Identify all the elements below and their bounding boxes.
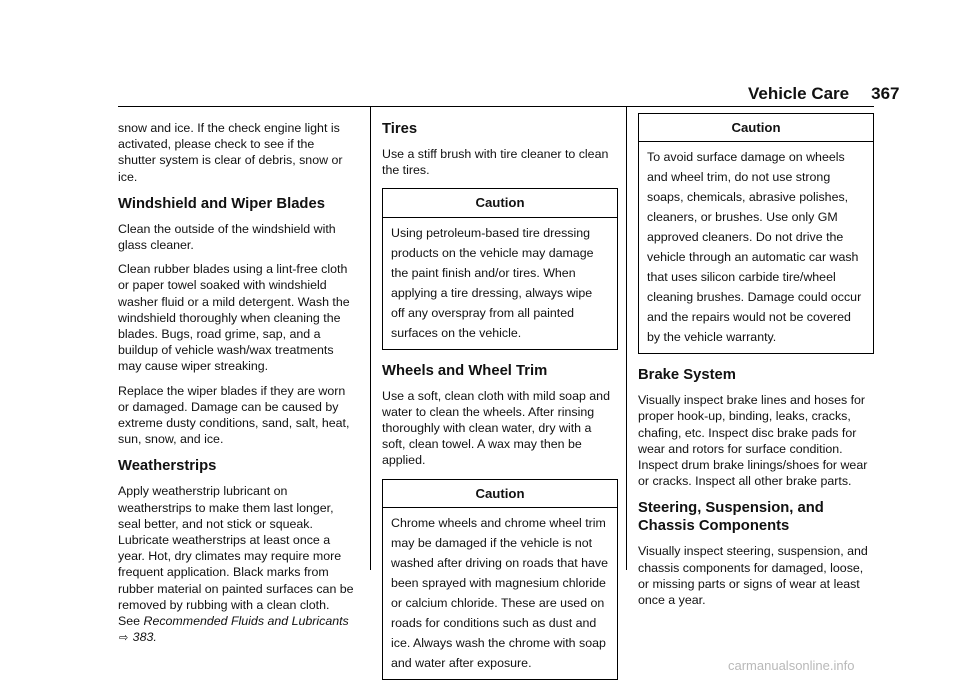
page-reference-number[interactable]: 383. bbox=[132, 630, 157, 645]
wiper-paragraph-3: Replace the wiper blades if they are worn or damaged. Damage can be caused by extreme dusty conditions, sand, salt, heat, sun, snow, and ice. bbox=[118, 383, 350, 447]
page-number: 367 bbox=[871, 84, 900, 103]
caution-title: Caution bbox=[383, 189, 617, 217]
header-rule bbox=[118, 106, 874, 107]
heading-weatherstrips: Weatherstrips bbox=[118, 458, 217, 475]
caution-title: Caution bbox=[383, 480, 617, 508]
column-1 bbox=[118, 120, 354, 654]
caution-box-tire-dressing bbox=[382, 188, 618, 349]
page-reference-arrow-icon: ⇨ bbox=[119, 632, 129, 645]
caution-body: Using petroleum-based tire dressing products on the vehicle may damage the paint finish and/or tires. When applying a tire dressing, always wipe off any overspray from all painted surfaces on the vehicle. bbox=[391, 225, 594, 340]
wiper-paragraph-2: Clean rubber blades using a lint-free cloth or paper towel soaked with windshield washer fluid or a mild detergent. Wash the windshield thoroughly when cleaning the blades. Bugs, road grime, sap, and a buildup of vehicle wash/wax treatments may cause wiper streaking. bbox=[118, 262, 350, 374]
column-divider-2 bbox=[626, 106, 627, 570]
watermark: carmanualsonline.info bbox=[728, 658, 855, 673]
steering-paragraph: Visually inspect steering, suspension, and chassis components for damaged, loose, or missing parts or signs of wear at least once a year. bbox=[638, 544, 868, 608]
heading-wheels-trim: Wheels and Wheel Trim bbox=[382, 362, 548, 379]
caution-body: To avoid surface damage on wheels and wheel trim, do not use strong soaps, chemicals, abrasive polishes, cleaners, or brushes. Use only GM approved cleaners. Do not drive the vehicle through an automatic car wash that uses silicon carbide tire/wheel cleaning brushes. Damage could occur and the repairs would not be covered by the vehicle warranty. bbox=[647, 150, 862, 345]
section-title: Vehicle Care bbox=[748, 84, 850, 103]
heading-windshield-wiper: Windshield and Wiper Blades bbox=[118, 195, 325, 212]
wiper-paragraph-1: Clean the outside of the windshield with glass cleaner. bbox=[118, 221, 336, 253]
heading-tires: Tires bbox=[382, 121, 418, 137]
fluids-lubricants-link[interactable]: Recommended Fluids and Lubricants bbox=[143, 614, 349, 629]
weatherstrips-text: Apply weatherstrip lubricant on weatherstrips to make them last longer, seal better, and not stick or squeak. Lubricate weatherstrips at least once a year. Hot, dry climates may require more frequent application. Black marks from rubber material on painted surfaces can be removed by rubbing with a clean cloth. See bbox=[118, 484, 354, 629]
caution-body: Chrome wheels and chrome wheel trim may be damaged if the vehicle is not washed after driving on roads that have been sprayed with magnesium chloride or calcium chloride. These are used on roads for conditions such as dust and ice. Always wash the chrome with soap and water after exposure. bbox=[391, 515, 608, 670]
caution-box-wheel-cleaning bbox=[638, 113, 874, 354]
weatherstrips-paragraph bbox=[118, 483, 354, 646]
intro-paragraph: snow and ice. If the check engine light is activated, please check to see if the shutter system is clear of debris, snow or ice. bbox=[118, 121, 343, 184]
page-header bbox=[748, 84, 900, 104]
caution-box-chrome-wheels bbox=[382, 479, 618, 680]
column-3 bbox=[638, 113, 874, 616]
caution-title: Caution bbox=[639, 114, 873, 142]
tires-paragraph: Use a stiff brush with tire cleaner to clean the tires. bbox=[382, 147, 609, 178]
column-2 bbox=[382, 120, 618, 692]
heading-steering-suspension: Steering, Suspension, and Chassis Components bbox=[638, 500, 824, 535]
column-divider-1 bbox=[370, 106, 371, 570]
wheels-paragraph: Use a soft, clean cloth with mild soap and water to clean the wheels. After rinsing thoroughly with clean water, dry with a soft, clean towel. A wax may then be applied. bbox=[382, 388, 610, 468]
brake-paragraph: Visually inspect brake lines and hoses for proper hook-up, binding, leaks, cracks, chafing, etc. Inspect disc brake pads for wear and rotors for surface condition. Inspect drum brake linings/shoes for wear or cracks. Inspect all other brake parts. bbox=[638, 393, 868, 489]
heading-brake-system: Brake System bbox=[638, 367, 736, 384]
